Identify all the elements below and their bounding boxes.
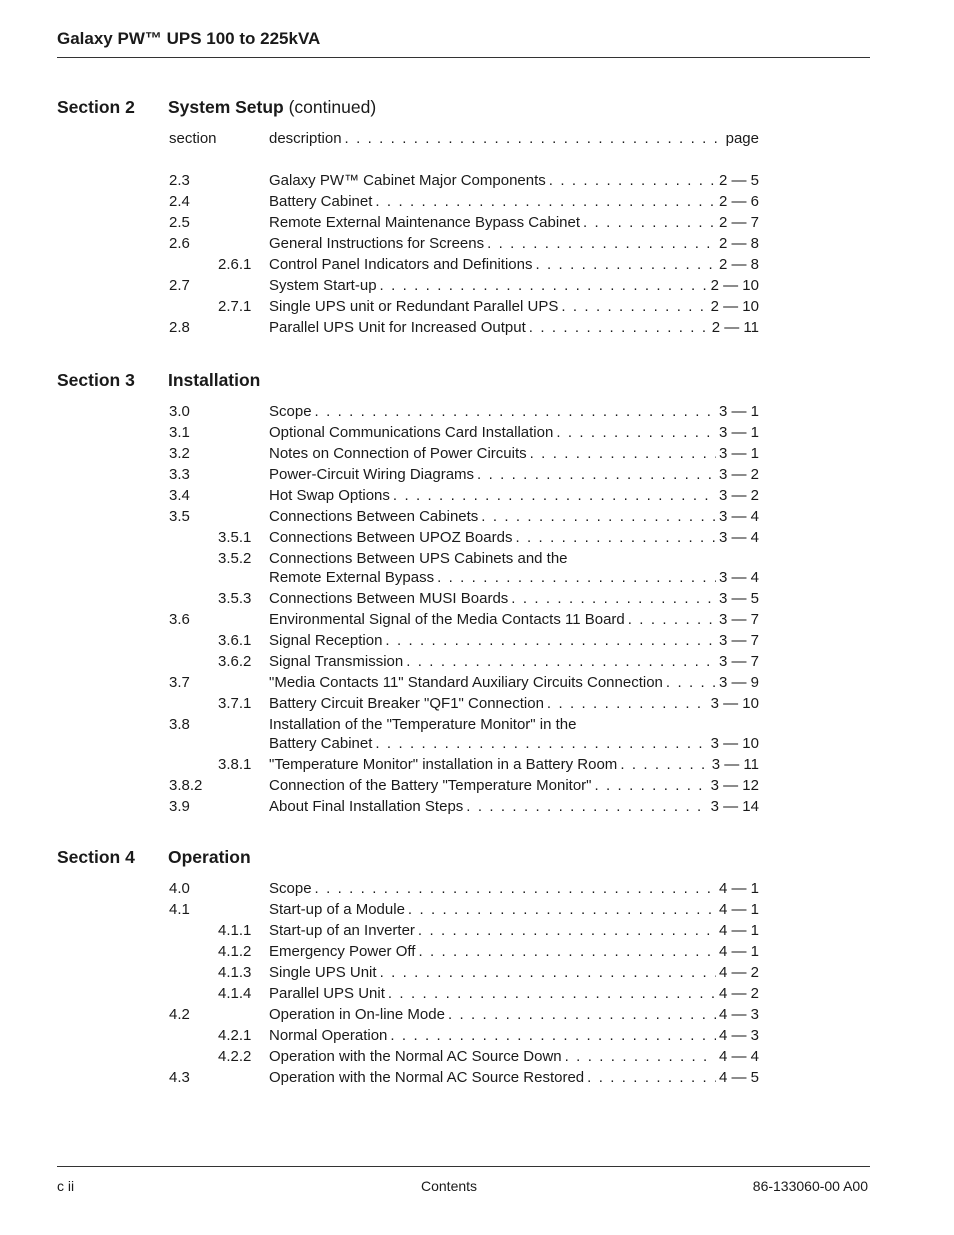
entry-line [269, 941, 759, 962]
dot-leader [481, 506, 716, 527]
section-number: Section 3 [57, 370, 135, 390]
entry-description: Start-up of an Inverter [269, 922, 415, 939]
entry-line [269, 878, 759, 899]
entry-description: Battery Cabinet [269, 193, 373, 210]
entry-page: 3 — 10 [710, 735, 759, 752]
entry-line [269, 443, 759, 464]
entry-page: 3 — 9 [718, 674, 759, 691]
entry-line [269, 672, 759, 693]
dot-leader [380, 275, 708, 296]
entry-line [269, 212, 759, 233]
dot-leader [535, 254, 715, 275]
dot-leader [437, 567, 716, 588]
column-header-description: description [269, 130, 342, 147]
entry-number: 3.6 [169, 611, 190, 628]
entry-page: 4 — 2 [718, 964, 759, 981]
entry-number: 4.2 [169, 1006, 190, 1023]
dot-leader [487, 233, 716, 254]
subentry-number: 3.6.1 [218, 632, 252, 649]
entry-description: Operation with the Normal AC Source Restored [269, 1069, 585, 1086]
subentry-number: 3.7.1 [218, 695, 252, 712]
entry-page: 3 — 11 [711, 756, 759, 773]
entry-line [269, 506, 759, 527]
entry-description: Hot Swap Options [269, 487, 390, 504]
section-title-text: System Setup [168, 97, 284, 117]
section-title-text: Installation [168, 370, 261, 390]
entry-description: Operation with the Normal AC Source Down [269, 1048, 562, 1065]
entry-page: 3 — 7 [718, 653, 759, 670]
dot-leader [547, 693, 708, 714]
section-title-text: Operation [168, 847, 251, 867]
entry-description: Signal Reception [269, 632, 383, 649]
entry-description: Connections Between Cabinets [269, 508, 479, 525]
entry-number: 3.9 [169, 798, 190, 815]
section-title-suffix: (continued) [283, 97, 377, 117]
dot-leader [418, 920, 716, 941]
entry-description: Power-Circuit Wiring Diagrams [269, 466, 475, 483]
dot-leader [418, 941, 716, 962]
entry-description: Battery Circuit Breaker "QF1" Connection [269, 695, 544, 712]
footer-chapter: Contents [421, 1178, 478, 1194]
subentry-number: 4.1.3 [218, 964, 252, 981]
entry-line [269, 401, 759, 422]
entry-description: Signal Transmission [269, 653, 404, 670]
entry-line [269, 170, 759, 191]
entry-line [269, 630, 759, 651]
entry-description: Start-up of a Module [269, 901, 405, 918]
entry-page: 4 — 1 [718, 880, 759, 897]
dot-leader [561, 296, 707, 317]
entry-number: 4.1 [169, 901, 190, 918]
entry-line [269, 588, 759, 609]
entry-number: 3.5 [169, 508, 190, 525]
entry-number: 2.4 [169, 193, 190, 210]
entry-number: 3.4 [169, 487, 190, 504]
column-header-row [269, 128, 759, 149]
entry-line [269, 693, 759, 714]
section-number: Section 4 [57, 847, 135, 867]
subentry-number: 4.1.1 [218, 922, 252, 939]
dot-leader [388, 983, 716, 1004]
entry-description: Parallel UPS Unit for Increased Output [269, 319, 526, 336]
subentry-number: 3.8.1 [218, 756, 252, 773]
entry-description: Connections Between UPS Cabinets and the [269, 550, 568, 567]
dot-leader [515, 527, 716, 548]
entry-line [269, 422, 759, 443]
page-header-title: Galaxy PW™ UPS 100 to 225kVA [57, 29, 321, 48]
dot-leader [477, 464, 716, 485]
entry-page: 4 — 2 [718, 985, 759, 1002]
subentry-number: 2.7.1 [218, 298, 252, 315]
subentry-number: 4.2.2 [218, 1048, 252, 1065]
dot-leader [583, 212, 716, 233]
entry-number: 4.0 [169, 880, 190, 897]
entry-description: System Start-up [269, 277, 377, 294]
section-title [168, 370, 260, 391]
entry-number: 3.8 [169, 716, 190, 733]
entry-number: 3.0 [169, 403, 190, 420]
entry-number: 3.1 [169, 424, 190, 441]
dot-leader [511, 588, 716, 609]
entry-page: 2 — 6 [718, 193, 759, 210]
entry-description-continued: Battery Cabinet [269, 735, 373, 752]
entry-description: Connections Between MUSI Boards [269, 590, 509, 607]
entry-description: Single UPS Unit [269, 964, 377, 981]
entry-description: About Final Installation Steps [269, 798, 464, 815]
subentry-number: 4.1.4 [218, 985, 252, 1002]
entry-line [269, 962, 759, 983]
entry-page: 2 — 8 [718, 235, 759, 252]
entry-line [269, 567, 759, 588]
section-title [168, 847, 251, 868]
entry-page: 3 — 4 [718, 529, 759, 546]
entry-number: 4.3 [169, 1069, 190, 1086]
dot-leader [408, 899, 716, 920]
entry-line [269, 548, 759, 569]
entry-description: Galaxy PW™ Cabinet Major Components [269, 172, 546, 189]
entry-line [269, 464, 759, 485]
entry-page: 3 — 2 [718, 487, 759, 504]
entry-number: 3.2 [169, 445, 190, 462]
entry-description: Connection of the Battery "Temperature Monitor" [269, 777, 592, 794]
column-header-section: section [169, 130, 217, 147]
dot-leader [594, 775, 707, 796]
footer-rule [57, 1166, 870, 1167]
dot-leader [565, 1046, 716, 1067]
entry-number: 2.6 [169, 235, 190, 252]
entry-line [269, 317, 759, 338]
entry-description: Optional Communications Card Installation [269, 424, 554, 441]
entry-page: 2 — 7 [718, 214, 759, 231]
subentry-number: 3.5.3 [218, 590, 252, 607]
entry-line [269, 651, 759, 672]
dot-leader [628, 609, 716, 630]
entry-line [269, 733, 759, 754]
dot-leader [406, 651, 716, 672]
entry-description: Scope [269, 880, 312, 897]
entry-page: 2 — 8 [718, 256, 759, 273]
dot-leader [345, 128, 723, 149]
entry-description: General Instructions for Screens [269, 235, 485, 252]
entry-description-continued: Remote External Bypass [269, 569, 435, 586]
dot-leader [529, 317, 709, 338]
dot-leader [530, 443, 716, 464]
section-title [168, 97, 376, 118]
dot-leader [393, 485, 716, 506]
entry-line [269, 775, 759, 796]
entry-line [269, 1025, 759, 1046]
subentry-number: 3.6.2 [218, 653, 252, 670]
entry-page: 3 — 10 [710, 695, 759, 712]
subentry-number: 4.1.2 [218, 943, 252, 960]
entry-line [269, 714, 759, 735]
entry-page: 3 — 1 [718, 445, 759, 462]
entry-line [269, 983, 759, 1004]
entry-line [269, 1067, 759, 1088]
entry-line [269, 296, 759, 317]
dot-leader [390, 1025, 716, 1046]
entry-page: 3 — 7 [718, 632, 759, 649]
entry-description: Control Panel Indicators and Definitions [269, 256, 533, 273]
entry-line [269, 920, 759, 941]
column-header-page: page [725, 130, 759, 147]
entry-page: 4 — 1 [718, 922, 759, 939]
dot-leader [587, 1067, 716, 1088]
entry-description: Remote External Maintenance Bypass Cabinet [269, 214, 581, 231]
section-number: Section 2 [57, 97, 135, 117]
dot-leader [315, 878, 716, 899]
dot-leader [315, 401, 716, 422]
entry-description: Scope [269, 403, 312, 420]
entry-line [269, 1046, 759, 1067]
entry-description: Environmental Signal of the Media Contacts 11 Board [269, 611, 625, 628]
entry-description: Installation of the "Temperature Monitor" in the [269, 716, 577, 733]
entry-number: 3.8.2 [169, 777, 203, 794]
entry-description: Operation in On-line Mode [269, 1006, 445, 1023]
header-rule [57, 57, 870, 58]
entry-page: 4 — 5 [718, 1069, 759, 1086]
entry-description: Parallel UPS Unit [269, 985, 385, 1002]
entry-page: 4 — 3 [718, 1027, 759, 1044]
entry-description: Connections Between UPOZ Boards [269, 529, 513, 546]
dot-leader [375, 733, 707, 754]
entry-page: 3 — 1 [718, 403, 759, 420]
entry-line [269, 609, 759, 630]
entry-number: 3.7 [169, 674, 190, 691]
entry-description: Single UPS unit or Redundant Parallel UPS [269, 298, 559, 315]
entry-page: 3 — 7 [718, 611, 759, 628]
subentry-number: 2.6.1 [218, 256, 252, 273]
entry-page: 2 — 10 [710, 277, 759, 294]
entry-line [269, 485, 759, 506]
entry-line [269, 233, 759, 254]
dot-leader [385, 630, 716, 651]
subentry-number: 4.2.1 [218, 1027, 252, 1044]
dot-leader [448, 1004, 716, 1025]
entry-line [269, 796, 759, 817]
dot-leader [556, 422, 716, 443]
entry-page: 3 — 4 [718, 569, 759, 586]
entry-number: 2.7 [169, 277, 190, 294]
entry-page: 3 — 5 [718, 590, 759, 607]
entry-page: 4 — 1 [718, 901, 759, 918]
entry-page: 4 — 3 [718, 1006, 759, 1023]
subentry-number: 3.5.1 [218, 529, 252, 546]
dot-leader [549, 170, 716, 191]
entry-number: 2.8 [169, 319, 190, 336]
entry-description: "Temperature Monitor" installation in a Battery Room [269, 756, 618, 773]
entry-page: 3 — 12 [710, 777, 759, 794]
footer-page-number: c ii [57, 1178, 75, 1194]
entry-line [269, 754, 759, 775]
dot-leader [466, 796, 707, 817]
entry-number: 2.5 [169, 214, 190, 231]
entry-page: 2 — 5 [718, 172, 759, 189]
entry-description: Notes on Connection of Power Circuits [269, 445, 527, 462]
dot-leader [620, 754, 708, 775]
entry-line [269, 1004, 759, 1025]
subentry-number: 3.5.2 [218, 550, 252, 567]
entry-page: 3 — 14 [710, 798, 759, 815]
entry-line [269, 191, 759, 212]
entry-line [269, 254, 759, 275]
entry-page: 4 — 4 [718, 1048, 759, 1065]
entry-number: 3.3 [169, 466, 190, 483]
entry-description: Normal Operation [269, 1027, 388, 1044]
entry-page: 3 — 1 [718, 424, 759, 441]
dot-leader [380, 962, 716, 983]
entry-page: 2 — 10 [710, 298, 759, 315]
entry-page: 2 — 11 [711, 319, 759, 336]
entry-description: "Media Contacts 11" Standard Auxiliary Circuits Connection [269, 674, 663, 691]
entry-description: Emergency Power Off [269, 943, 416, 960]
entry-number: 2.3 [169, 172, 190, 189]
entry-page: 3 — 4 [718, 508, 759, 525]
footer-doc-number: 86-133060-00 A00 [752, 1178, 868, 1194]
entry-line [269, 527, 759, 548]
dot-leader [666, 672, 716, 693]
entry-line [269, 275, 759, 296]
entry-line [269, 899, 759, 920]
entry-page: 4 — 1 [718, 943, 759, 960]
dot-leader [375, 191, 716, 212]
entry-page: 3 — 2 [718, 466, 759, 483]
